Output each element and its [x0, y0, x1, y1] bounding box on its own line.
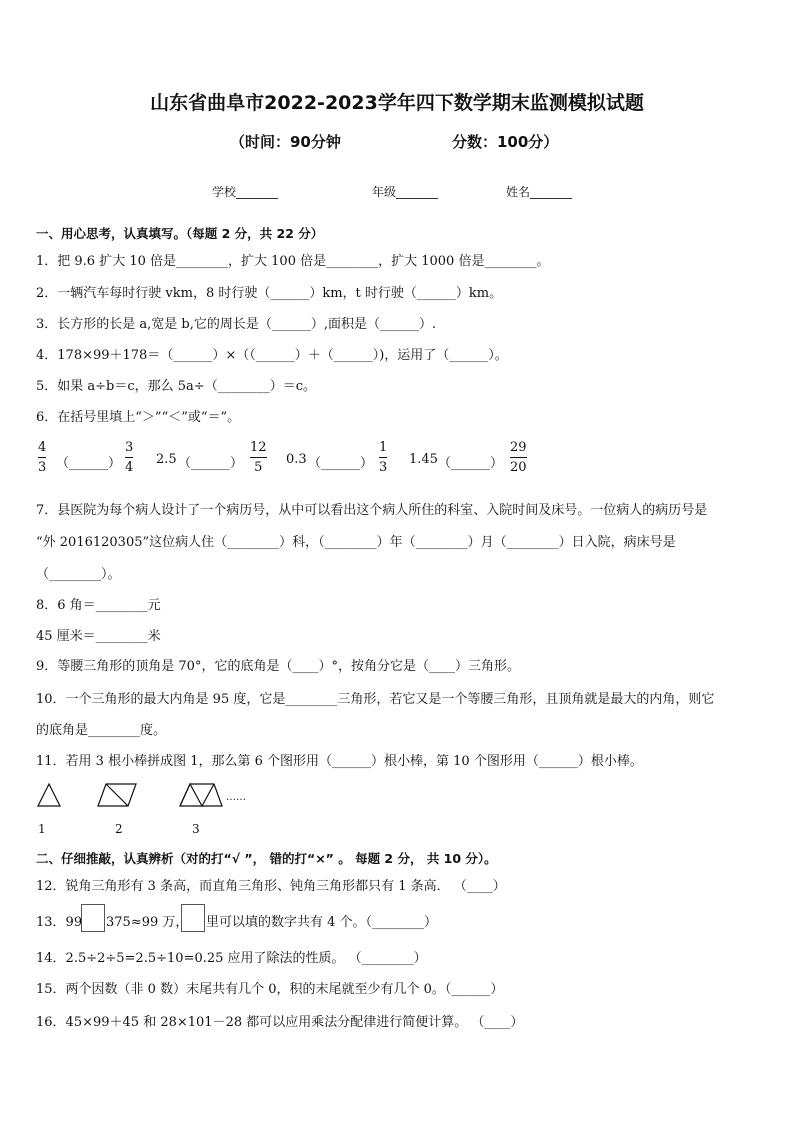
compare-blank-1[interactable]: （______）	[56, 456, 122, 471]
decimal-0-3: 0.3	[286, 452, 307, 467]
question-13-part-a: 13．99	[36, 915, 83, 930]
section-2-heading: 二、仔细推敲，认真辨析（对的打“√ ”， 错的打“×” 。 每题 2 分， 共 10 分）。	[36, 851, 497, 866]
digit-box-2[interactable]	[181, 904, 205, 932]
triangle-pattern-figures	[34, 780, 274, 810]
question-10-line-2: 的底角是________度。	[36, 723, 167, 738]
question-2: 2．一辆汽车每时行驶 vkm，8 时行驶（______）km，t 时行驶（______）km。	[36, 286, 503, 301]
page-title: 山东省曲阜市2022-2023学年四下数学期末监测模拟试题	[150, 92, 644, 114]
grade-field[interactable]: 年级_______	[372, 185, 439, 199]
question-5: 5．如果 a÷b＝c，那么 5a÷（________）＝c。	[36, 379, 316, 394]
figure-label-3: 3	[192, 822, 200, 836]
decimal-2-5: 2.5	[156, 452, 177, 467]
fraction-4-3: 4 3	[38, 440, 47, 475]
question-12: 12．锐角三角形有 3 条高，而直角三角形、钝角三角形都只有 1 条高． （____）	[36, 879, 506, 894]
compare-blank-4[interactable]: （______）	[438, 456, 504, 471]
question-8-line-2: 45 厘米＝________米	[36, 629, 161, 644]
figure-label-2: 2	[115, 822, 123, 836]
question-7-line-2: “外 2016120305”这位病人住（________）科，（________）年（________）月（________）日入院，病床号是	[36, 535, 676, 550]
question-4: 4．178×99＋178＝（______）×（（______）＋（______）)，运用了（______）。	[36, 348, 508, 363]
figure-1-triangle	[38, 784, 60, 806]
question-7-line-1: 7．县医院为每个病人设计了一个病历号，从中可以看出这个病人所住的科室、入院时间及床号。一位病人的病历号是	[36, 503, 708, 518]
question-11: 11．若用 3 根小棒拼成图 1，那么第 6 个图形用（______）根小棒，第 10 个图形用（______）根小棒。	[36, 754, 643, 769]
question-7-line-3: （________）。	[36, 567, 121, 582]
figure-3-shape	[180, 784, 222, 806]
decimal-1-45: 1.45	[409, 452, 438, 467]
digit-box-1[interactable]	[81, 904, 105, 932]
compare-blank-2[interactable]: （______）	[178, 456, 244, 471]
fraction-12-5: 12 5	[250, 440, 267, 475]
question-13-part-b: 375≈99 万，	[106, 915, 189, 930]
question-1: 1．把 9.6 扩大 10 倍是________，扩大 100 倍是________，扩大 1000 倍是________。	[36, 254, 550, 269]
figure-label-1: 1	[38, 822, 46, 836]
exam-time: （时间：90分钟	[230, 133, 341, 151]
question-8-line-1: 8．6 角＝________元	[36, 598, 161, 613]
question-9: 9．等腰三角形的顶角是 70°，它的底角是（____）°，按角分它是（____）三角形。	[36, 659, 520, 674]
figure-2-shape	[98, 784, 136, 806]
exam-score: 分数：100分）	[452, 133, 559, 151]
question-10-line-1: 10．一个三角形的最大内角是 95 度，它是________三角形，若它又是一个等腰三角形，且顶角就是最大的内角，则它	[36, 692, 715, 707]
question-14: 14．2.5÷2÷5=2.5÷10=0.25 应用了除法的性质。 （________）	[36, 951, 427, 966]
figure-ellipsis: ……	[226, 792, 246, 803]
question-15: 15．两个因数（非 0 数）末尾共有几个 0，积的末尾就至少有几个 0。（______）	[36, 982, 504, 997]
question-16: 16．45×99＋45 和 28×101－28 都可以应用乘法分配律进行简便计算。 （____）	[36, 1015, 524, 1030]
fraction-3-4: 3 4	[125, 440, 134, 475]
question-3: 3．长方形的长是 a,宽是 b,它的周长是（______）,面积是（______）.	[36, 317, 437, 332]
school-field[interactable]: 学校_______	[212, 185, 279, 199]
question-13-part-c: 里可以填的数字共有 4 个。（________）	[206, 915, 438, 930]
section-1-heading: 一、用心思考，认真填写。（每题 2 分，共 22 分）	[36, 226, 324, 241]
fraction-1-3: 1 3	[379, 440, 388, 475]
compare-blank-3[interactable]: （______）	[308, 456, 374, 471]
name-field[interactable]: 姓名_______	[506, 185, 573, 199]
question-6: 6．在括号里填上“＞”“＜”或“＝”。	[36, 410, 241, 425]
fraction-29-20: 29 20	[510, 440, 527, 475]
